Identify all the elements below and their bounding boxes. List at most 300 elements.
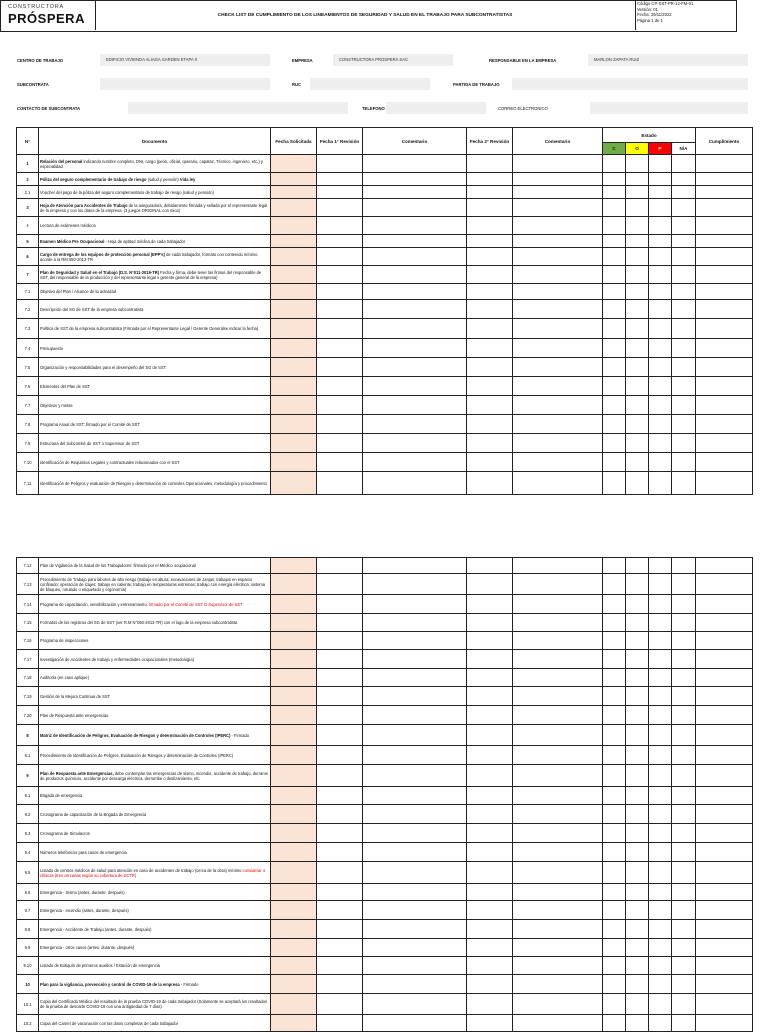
estado-o-cell[interactable]	[626, 765, 649, 787]
comentario-1-cell[interactable]	[363, 284, 467, 300]
estado-o-cell[interactable]	[626, 472, 649, 495]
partida-field[interactable]	[512, 78, 748, 90]
estado-o-cell[interactable]	[626, 173, 649, 186]
comentario-2-cell[interactable]	[513, 901, 603, 920]
fecha-1-cell[interactable]	[317, 434, 363, 453]
fecha-2-cell[interactable]	[467, 765, 513, 787]
fecha-solicitada-cell[interactable]	[271, 377, 317, 396]
estado-c-cell[interactable]	[603, 787, 626, 805]
comentario-2-cell[interactable]	[513, 939, 603, 957]
estado-p-cell[interactable]	[649, 957, 672, 975]
fecha-solicitada-cell[interactable]	[271, 843, 317, 862]
estado-p-cell[interactable]	[649, 805, 672, 824]
comentario-1-cell[interactable]	[363, 248, 467, 266]
comentario-2-cell[interactable]	[513, 472, 603, 495]
comentario-1-cell[interactable]	[363, 1015, 467, 1032]
comentario-1-cell[interactable]	[363, 614, 467, 632]
cumplimiento-cell[interactable]	[696, 319, 753, 339]
fecha-1-cell[interactable]	[317, 862, 363, 884]
fecha-solicitada-cell[interactable]	[271, 453, 317, 472]
estado-p-cell[interactable]	[649, 824, 672, 843]
estado-c-cell[interactable]	[603, 453, 626, 472]
responsable-field[interactable]: MARLON ZAPATA RUIZ	[588, 54, 748, 66]
estado-o-cell[interactable]	[626, 217, 649, 235]
comentario-2-cell[interactable]	[513, 415, 603, 434]
comentario-2-cell[interactable]	[513, 434, 603, 453]
estado-o-cell[interactable]	[626, 558, 649, 574]
comentario-1-cell[interactable]	[363, 650, 467, 669]
estado-na-cell[interactable]	[672, 248, 696, 266]
estado-p-cell[interactable]	[649, 248, 672, 266]
estado-c-cell[interactable]	[603, 266, 626, 284]
estado-na-cell[interactable]	[672, 266, 696, 284]
cumplimiento-cell[interactable]	[696, 957, 753, 975]
estado-o-cell[interactable]	[626, 155, 649, 173]
fecha-solicitada-cell[interactable]	[271, 650, 317, 669]
estado-na-cell[interactable]	[672, 725, 696, 746]
empresa-field[interactable]: CONSTRUCTORA PROSPERA SAC	[333, 54, 453, 66]
cumplimiento-cell[interactable]	[696, 358, 753, 377]
estado-na-cell[interactable]	[672, 920, 696, 939]
fecha-1-cell[interactable]	[317, 377, 363, 396]
comentario-2-cell[interactable]	[513, 574, 603, 595]
estado-c-cell[interactable]	[603, 765, 626, 787]
estado-na-cell[interactable]	[672, 339, 696, 358]
estado-na-cell[interactable]	[672, 957, 696, 975]
comentario-1-cell[interactable]	[363, 595, 467, 614]
comentario-1-cell[interactable]	[363, 920, 467, 939]
estado-na-cell[interactable]	[672, 472, 696, 495]
comentario-2-cell[interactable]	[513, 1015, 603, 1032]
comentario-1-cell[interactable]	[363, 173, 467, 186]
fecha-1-cell[interactable]	[317, 155, 363, 173]
comentario-1-cell[interactable]	[363, 805, 467, 824]
estado-p-cell[interactable]	[649, 706, 672, 725]
fecha-2-cell[interactable]	[467, 669, 513, 687]
comentario-2-cell[interactable]	[513, 669, 603, 687]
cumplimiento-cell[interactable]	[696, 746, 753, 765]
estado-na-cell[interactable]	[672, 650, 696, 669]
estado-na-cell[interactable]	[672, 173, 696, 186]
comentario-1-cell[interactable]	[363, 377, 467, 396]
estado-c-cell[interactable]	[603, 300, 626, 319]
estado-c-cell[interactable]	[603, 339, 626, 358]
estado-c-cell[interactable]	[603, 415, 626, 434]
fecha-1-cell[interactable]	[317, 765, 363, 787]
comentario-1-cell[interactable]	[363, 824, 467, 843]
comentario-1-cell[interactable]	[363, 843, 467, 862]
fecha-1-cell[interactable]	[317, 358, 363, 377]
estado-o-cell[interactable]	[626, 595, 649, 614]
cumplimiento-cell[interactable]	[696, 805, 753, 824]
estado-p-cell[interactable]	[649, 186, 672, 199]
cumplimiento-cell[interactable]	[696, 884, 753, 901]
estado-c-cell[interactable]	[603, 669, 626, 687]
estado-na-cell[interactable]	[672, 284, 696, 300]
estado-na-cell[interactable]	[672, 805, 696, 824]
comentario-2-cell[interactable]	[513, 186, 603, 199]
fecha-1-cell[interactable]	[317, 975, 363, 994]
comentario-1-cell[interactable]	[363, 706, 467, 725]
estado-o-cell[interactable]	[626, 358, 649, 377]
estado-na-cell[interactable]	[672, 1015, 696, 1032]
estado-na-cell[interactable]	[672, 706, 696, 725]
fecha-solicitada-cell[interactable]	[271, 574, 317, 595]
estado-p-cell[interactable]	[649, 614, 672, 632]
cumplimiento-cell[interactable]	[696, 994, 753, 1015]
fecha-2-cell[interactable]	[467, 199, 513, 217]
estado-o-cell[interactable]	[626, 884, 649, 901]
estado-c-cell[interactable]	[603, 199, 626, 217]
estado-c-cell[interactable]	[603, 994, 626, 1015]
fecha-2-cell[interactable]	[467, 957, 513, 975]
estado-na-cell[interactable]	[672, 300, 696, 319]
cumplimiento-cell[interactable]	[696, 939, 753, 957]
comentario-1-cell[interactable]	[363, 199, 467, 217]
cumplimiento-cell[interactable]	[696, 266, 753, 284]
comentario-1-cell[interactable]	[363, 155, 467, 173]
comentario-2-cell[interactable]	[513, 787, 603, 805]
estado-na-cell[interactable]	[672, 595, 696, 614]
fecha-2-cell[interactable]	[467, 300, 513, 319]
comentario-2-cell[interactable]	[513, 266, 603, 284]
cumplimiento-cell[interactable]	[696, 862, 753, 884]
fecha-2-cell[interactable]	[467, 884, 513, 901]
estado-o-cell[interactable]	[626, 746, 649, 765]
cumplimiento-cell[interactable]	[696, 901, 753, 920]
fecha-1-cell[interactable]	[317, 186, 363, 199]
fecha-2-cell[interactable]	[467, 453, 513, 472]
comentario-1-cell[interactable]	[363, 862, 467, 884]
estado-o-cell[interactable]	[626, 920, 649, 939]
fecha-1-cell[interactable]	[317, 248, 363, 266]
fecha-1-cell[interactable]	[317, 939, 363, 957]
fecha-2-cell[interactable]	[467, 339, 513, 358]
cumplimiento-cell[interactable]	[696, 975, 753, 994]
comentario-1-cell[interactable]	[363, 235, 467, 248]
estado-na-cell[interactable]	[672, 558, 696, 574]
comentario-1-cell[interactable]	[363, 746, 467, 765]
estado-o-cell[interactable]	[626, 453, 649, 472]
fecha-solicitada-cell[interactable]	[271, 706, 317, 725]
estado-p-cell[interactable]	[649, 558, 672, 574]
comentario-2-cell[interactable]	[513, 173, 603, 186]
fecha-1-cell[interactable]	[317, 396, 363, 415]
comentario-1-cell[interactable]	[363, 687, 467, 706]
comentario-1-cell[interactable]	[363, 266, 467, 284]
fecha-2-cell[interactable]	[467, 377, 513, 396]
fecha-2-cell[interactable]	[467, 574, 513, 595]
comentario-1-cell[interactable]	[363, 453, 467, 472]
estado-na-cell[interactable]	[672, 434, 696, 453]
estado-na-cell[interactable]	[672, 787, 696, 805]
estado-na-cell[interactable]	[672, 746, 696, 765]
fecha-solicitada-cell[interactable]	[271, 687, 317, 706]
estado-na-cell[interactable]	[672, 687, 696, 706]
fecha-solicitada-cell[interactable]	[271, 595, 317, 614]
fecha-2-cell[interactable]	[467, 706, 513, 725]
cumplimiento-cell[interactable]	[696, 186, 753, 199]
fecha-2-cell[interactable]	[467, 862, 513, 884]
estado-o-cell[interactable]	[626, 706, 649, 725]
fecha-1-cell[interactable]	[317, 266, 363, 284]
estado-c-cell[interactable]	[603, 632, 626, 650]
comentario-2-cell[interactable]	[513, 248, 603, 266]
comentario-2-cell[interactable]	[513, 706, 603, 725]
comentario-2-cell[interactable]	[513, 957, 603, 975]
cumplimiento-cell[interactable]	[696, 377, 753, 396]
estado-o-cell[interactable]	[626, 248, 649, 266]
estado-o-cell[interactable]	[626, 650, 649, 669]
cumplimiento-cell[interactable]	[696, 434, 753, 453]
estado-p-cell[interactable]	[649, 843, 672, 862]
fecha-1-cell[interactable]	[317, 669, 363, 687]
estado-na-cell[interactable]	[672, 186, 696, 199]
estado-p-cell[interactable]	[649, 472, 672, 495]
estado-p-cell[interactable]	[649, 746, 672, 765]
estado-o-cell[interactable]	[626, 975, 649, 994]
estado-p-cell[interactable]	[649, 725, 672, 746]
estado-na-cell[interactable]	[672, 669, 696, 687]
estado-o-cell[interactable]	[626, 843, 649, 862]
fecha-solicitada-cell[interactable]	[271, 669, 317, 687]
estado-c-cell[interactable]	[603, 650, 626, 669]
comentario-2-cell[interactable]	[513, 235, 603, 248]
fecha-2-cell[interactable]	[467, 614, 513, 632]
estado-o-cell[interactable]	[626, 862, 649, 884]
fecha-2-cell[interactable]	[467, 235, 513, 248]
estado-na-cell[interactable]	[672, 574, 696, 595]
fecha-2-cell[interactable]	[467, 217, 513, 235]
comentario-1-cell[interactable]	[363, 725, 467, 746]
correo-field[interactable]	[590, 102, 748, 114]
estado-c-cell[interactable]	[603, 217, 626, 235]
estado-na-cell[interactable]	[672, 358, 696, 377]
estado-o-cell[interactable]	[626, 901, 649, 920]
estado-c-cell[interactable]	[603, 746, 626, 765]
estado-p-cell[interactable]	[649, 939, 672, 957]
estado-p-cell[interactable]	[649, 396, 672, 415]
fecha-solicitada-cell[interactable]	[271, 994, 317, 1015]
estado-p-cell[interactable]	[649, 235, 672, 248]
cumplimiento-cell[interactable]	[696, 284, 753, 300]
estado-c-cell[interactable]	[603, 725, 626, 746]
estado-o-cell[interactable]	[626, 669, 649, 687]
estado-p-cell[interactable]	[649, 415, 672, 434]
cumplimiento-cell[interactable]	[696, 248, 753, 266]
cumplimiento-cell[interactable]	[696, 687, 753, 706]
fecha-2-cell[interactable]	[467, 632, 513, 650]
comentario-2-cell[interactable]	[513, 614, 603, 632]
estado-c-cell[interactable]	[603, 614, 626, 632]
estado-c-cell[interactable]	[603, 975, 626, 994]
cumplimiento-cell[interactable]	[696, 574, 753, 595]
cumplimiento-cell[interactable]	[696, 155, 753, 173]
comentario-2-cell[interactable]	[513, 319, 603, 339]
estado-c-cell[interactable]	[603, 574, 626, 595]
comentario-1-cell[interactable]	[363, 396, 467, 415]
fecha-1-cell[interactable]	[317, 884, 363, 901]
estado-c-cell[interactable]	[603, 884, 626, 901]
estado-o-cell[interactable]	[626, 415, 649, 434]
estado-p-cell[interactable]	[649, 199, 672, 217]
telefono-field[interactable]	[386, 102, 486, 114]
fecha-solicitada-cell[interactable]	[271, 746, 317, 765]
comentario-2-cell[interactable]	[513, 339, 603, 358]
estado-o-cell[interactable]	[626, 186, 649, 199]
fecha-solicitada-cell[interactable]	[271, 266, 317, 284]
cumplimiento-cell[interactable]	[696, 1015, 753, 1032]
comentario-2-cell[interactable]	[513, 884, 603, 901]
estado-p-cell[interactable]	[649, 574, 672, 595]
fecha-2-cell[interactable]	[467, 687, 513, 706]
estado-p-cell[interactable]	[649, 901, 672, 920]
fecha-2-cell[interactable]	[467, 173, 513, 186]
fecha-2-cell[interactable]	[467, 975, 513, 994]
estado-na-cell[interactable]	[672, 415, 696, 434]
fecha-1-cell[interactable]	[317, 787, 363, 805]
fecha-solicitada-cell[interactable]	[271, 884, 317, 901]
fecha-solicitada-cell[interactable]	[271, 975, 317, 994]
comentario-2-cell[interactable]	[513, 687, 603, 706]
comentario-1-cell[interactable]	[363, 975, 467, 994]
estado-p-cell[interactable]	[649, 319, 672, 339]
estado-c-cell[interactable]	[603, 558, 626, 574]
estado-o-cell[interactable]	[626, 939, 649, 957]
cumplimiento-cell[interactable]	[696, 650, 753, 669]
estado-o-cell[interactable]	[626, 396, 649, 415]
fecha-1-cell[interactable]	[317, 300, 363, 319]
estado-c-cell[interactable]	[603, 434, 626, 453]
estado-o-cell[interactable]	[626, 1015, 649, 1032]
fecha-1-cell[interactable]	[317, 472, 363, 495]
comentario-1-cell[interactable]	[363, 186, 467, 199]
comentario-2-cell[interactable]	[513, 155, 603, 173]
estado-o-cell[interactable]	[626, 284, 649, 300]
estado-na-cell[interactable]	[672, 994, 696, 1015]
fecha-2-cell[interactable]	[467, 901, 513, 920]
fecha-2-cell[interactable]	[467, 595, 513, 614]
estado-p-cell[interactable]	[649, 765, 672, 787]
fecha-2-cell[interactable]	[467, 186, 513, 199]
estado-na-cell[interactable]	[672, 155, 696, 173]
cumplimiento-cell[interactable]	[696, 787, 753, 805]
fecha-2-cell[interactable]	[467, 805, 513, 824]
fecha-1-cell[interactable]	[317, 632, 363, 650]
fecha-solicitada-cell[interactable]	[271, 805, 317, 824]
cumplimiento-cell[interactable]	[696, 453, 753, 472]
estado-o-cell[interactable]	[626, 787, 649, 805]
estado-o-cell[interactable]	[626, 339, 649, 358]
estado-p-cell[interactable]	[649, 434, 672, 453]
fecha-1-cell[interactable]	[317, 957, 363, 975]
comentario-2-cell[interactable]	[513, 765, 603, 787]
estado-c-cell[interactable]	[603, 186, 626, 199]
estado-na-cell[interactable]	[672, 377, 696, 396]
cumplimiento-cell[interactable]	[696, 725, 753, 746]
estado-c-cell[interactable]	[603, 939, 626, 957]
fecha-solicitada-cell[interactable]	[271, 248, 317, 266]
comentario-2-cell[interactable]	[513, 920, 603, 939]
cumplimiento-cell[interactable]	[696, 235, 753, 248]
fecha-solicitada-cell[interactable]	[271, 339, 317, 358]
estado-p-cell[interactable]	[649, 632, 672, 650]
fecha-1-cell[interactable]	[317, 199, 363, 217]
estado-p-cell[interactable]	[649, 862, 672, 884]
fecha-2-cell[interactable]	[467, 434, 513, 453]
fecha-2-cell[interactable]	[467, 472, 513, 495]
fecha-solicitada-cell[interactable]	[271, 614, 317, 632]
fecha-1-cell[interactable]	[317, 173, 363, 186]
estado-o-cell[interactable]	[626, 632, 649, 650]
fecha-solicitada-cell[interactable]	[271, 787, 317, 805]
estado-c-cell[interactable]	[603, 687, 626, 706]
fecha-1-cell[interactable]	[317, 687, 363, 706]
fecha-solicitada-cell[interactable]	[271, 1015, 317, 1032]
fecha-1-cell[interactable]	[317, 614, 363, 632]
fecha-solicitada-cell[interactable]	[271, 300, 317, 319]
fecha-solicitada-cell[interactable]	[271, 155, 317, 173]
comentario-1-cell[interactable]	[363, 558, 467, 574]
comentario-2-cell[interactable]	[513, 650, 603, 669]
fecha-2-cell[interactable]	[467, 415, 513, 434]
fecha-solicitada-cell[interactable]	[271, 173, 317, 186]
estado-c-cell[interactable]	[603, 920, 626, 939]
fecha-2-cell[interactable]	[467, 248, 513, 266]
fecha-2-cell[interactable]	[467, 319, 513, 339]
contacto-field[interactable]	[128, 102, 348, 114]
fecha-2-cell[interactable]	[467, 787, 513, 805]
estado-o-cell[interactable]	[626, 300, 649, 319]
fecha-solicitada-cell[interactable]	[271, 558, 317, 574]
comentario-2-cell[interactable]	[513, 396, 603, 415]
fecha-1-cell[interactable]	[317, 574, 363, 595]
fecha-solicitada-cell[interactable]	[271, 957, 317, 975]
estado-p-cell[interactable]	[649, 453, 672, 472]
fecha-1-cell[interactable]	[317, 746, 363, 765]
fecha-2-cell[interactable]	[467, 939, 513, 957]
fecha-1-cell[interactable]	[317, 994, 363, 1015]
estado-p-cell[interactable]	[649, 669, 672, 687]
cumplimiento-cell[interactable]	[696, 199, 753, 217]
estado-p-cell[interactable]	[649, 884, 672, 901]
fecha-2-cell[interactable]	[467, 558, 513, 574]
fecha-solicitada-cell[interactable]	[271, 765, 317, 787]
fecha-solicitada-cell[interactable]	[271, 632, 317, 650]
estado-p-cell[interactable]	[649, 595, 672, 614]
comentario-2-cell[interactable]	[513, 994, 603, 1015]
estado-o-cell[interactable]	[626, 574, 649, 595]
comentario-2-cell[interactable]	[513, 824, 603, 843]
fecha-2-cell[interactable]	[467, 725, 513, 746]
estado-o-cell[interactable]	[626, 687, 649, 706]
cumplimiento-cell[interactable]	[696, 339, 753, 358]
comentario-1-cell[interactable]	[363, 994, 467, 1015]
estado-na-cell[interactable]	[672, 217, 696, 235]
fecha-solicitada-cell[interactable]	[271, 725, 317, 746]
fecha-solicitada-cell[interactable]	[271, 199, 317, 217]
estado-c-cell[interactable]	[603, 248, 626, 266]
estado-c-cell[interactable]	[603, 805, 626, 824]
fecha-2-cell[interactable]	[467, 824, 513, 843]
cumplimiento-cell[interactable]	[696, 614, 753, 632]
estado-c-cell[interactable]	[603, 235, 626, 248]
estado-na-cell[interactable]	[672, 319, 696, 339]
comentario-2-cell[interactable]	[513, 843, 603, 862]
fecha-1-cell[interactable]	[317, 339, 363, 358]
fecha-2-cell[interactable]	[467, 358, 513, 377]
cumplimiento-cell[interactable]	[696, 824, 753, 843]
